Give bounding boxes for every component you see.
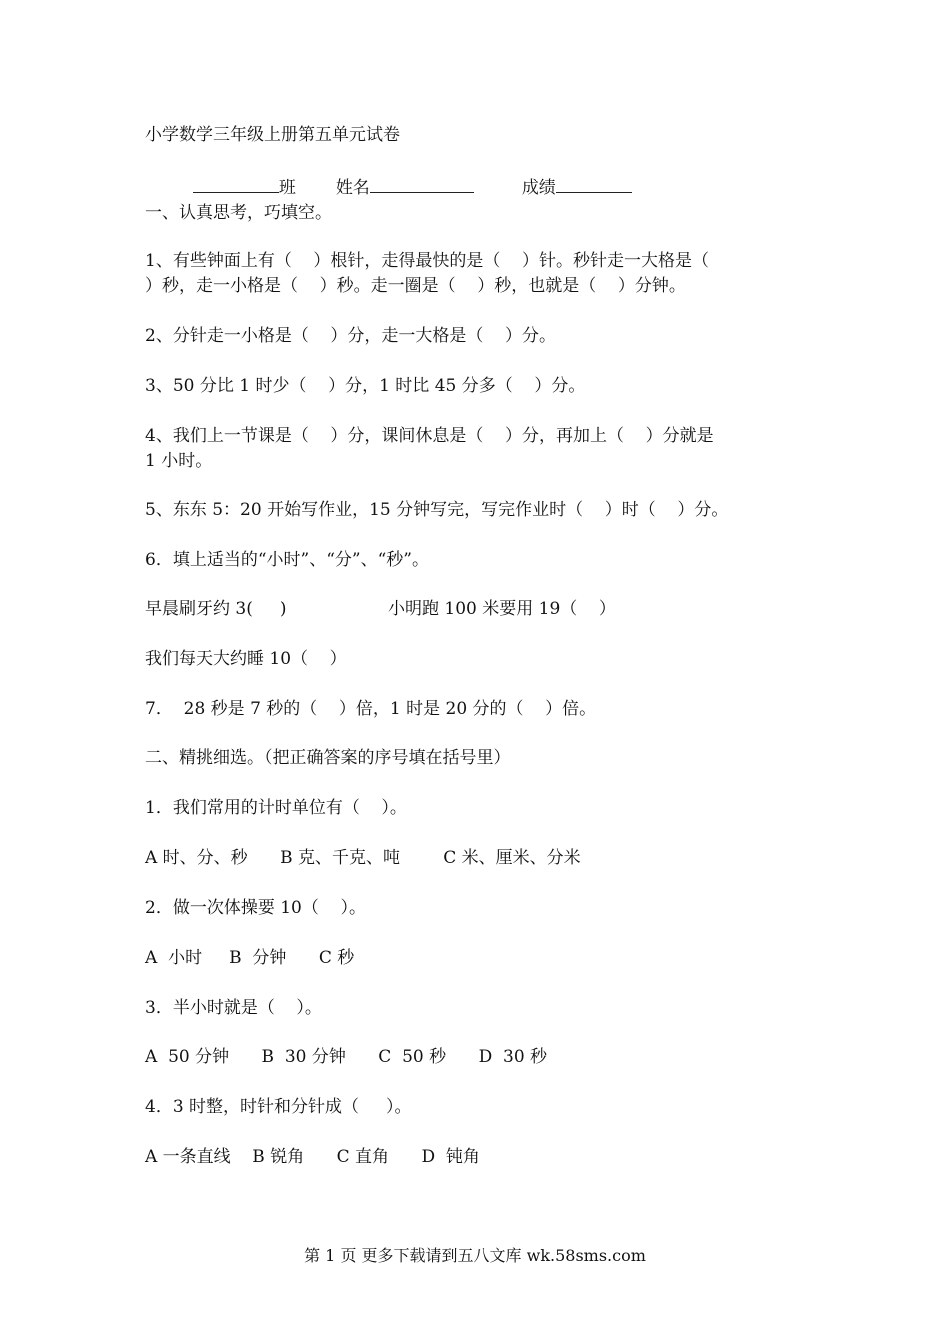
class-blank: [193, 174, 279, 193]
section2-heading: 二、精挑细选。（把正确答案的序号填在括号里）: [145, 748, 511, 768]
s1-question-2: 2、分针走一小格是（ ）分，走一大格是（ ）分。: [145, 326, 557, 346]
s1-question-1-line2: ）秒，走一小格是（ ）秒。走一圈是（ ）秒，也就是（ ）分钟。: [145, 276, 686, 296]
s2-question-2: 2．做一次体操要 10（ ）。: [145, 898, 366, 918]
s1-question-4-line2: 1 小时。: [145, 451, 213, 471]
s2-question-1: 1．我们常用的计时单位有（ ）。: [145, 798, 407, 818]
s1-question-5: 5、东东 5：20 开始写作业，15 分钟写完，写完作业时（ ）时（ ）分。: [145, 500, 729, 520]
section1-heading: 一、认真思考，巧填空。: [145, 203, 332, 223]
s1-question-3: 3、50 分比 1 时少（ ）分，1 时比 45 分多（ ）分。: [145, 376, 586, 396]
s2-question-4: 4．3 时整，时针和分针成（ ）。: [145, 1097, 412, 1117]
s1-question-1-line1: 1、有些钟面上有（ ）根针，走得最快的是（ ）针。秒针走一大格是（: [145, 251, 710, 271]
student-info-row: [182, 150, 632, 200]
s1-question-6-item-c: 我们每天大约睡 10（ ）: [145, 649, 347, 669]
s2-question-2-options: A 小时 B 分钟 C 秒: [145, 948, 355, 968]
page-title: 小学数学三年级上册第五单元试卷: [145, 125, 400, 145]
name-label: 姓名: [335, 178, 370, 198]
s2-question-3: 3．半小时就是（ ）。: [145, 998, 322, 1018]
s2-question-3-options: A 50 分钟 B 30 分钟 C 50 秒 D 30 秒: [145, 1047, 548, 1067]
s1-question-6: 6．填上适当的“小时”、“分”、“秒”。: [145, 550, 429, 570]
class-label: 班: [278, 178, 296, 198]
s2-question-1-options: A 时、分、秒 B 克、千克、吨 C 米、厘米、分米: [145, 848, 581, 868]
page-footer: 第 1 页 更多下载请到五八文库 wk.58sms.com: [304, 1246, 646, 1265]
name-blank: [370, 174, 474, 193]
score-blank: [556, 174, 632, 193]
s1-question-4-line1: 4、我们上一节课是（ ）分，课间休息是（ ）分，再加上（ ）分就是: [145, 426, 714, 446]
s2-question-4-options: A 一条直线 B 锐角 C 直角 D 钝角: [145, 1147, 480, 1167]
s1-question-6-item-a: 早晨刷牙约 3( ): [145, 599, 287, 619]
score-label: 成绩: [521, 178, 556, 198]
s1-question-6-item-b: 小明跑 100 米要用 19（ ）: [388, 599, 616, 619]
s1-question-7: 7． 28 秒是 7 秒的（ ）倍，1 时是 20 分的（ ）倍。: [145, 699, 597, 719]
